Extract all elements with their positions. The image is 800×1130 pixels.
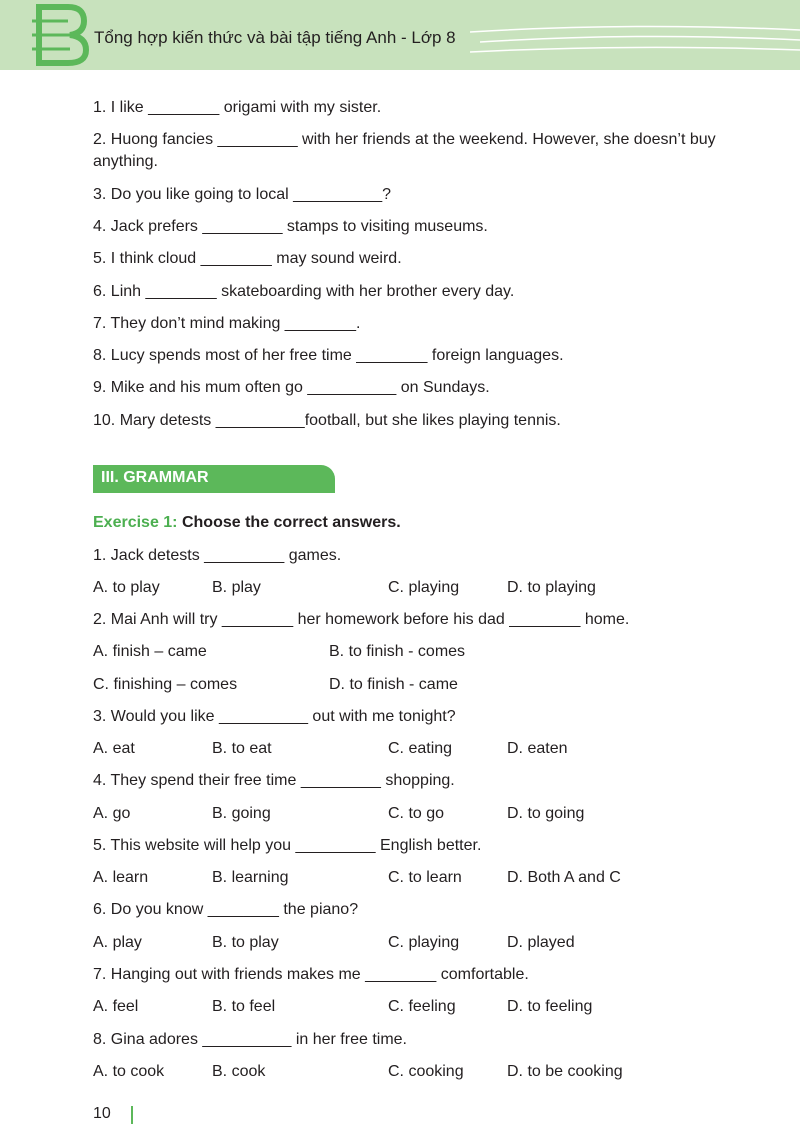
answer-option: A. to cook xyxy=(93,1063,165,1080)
answer-option: C. feeling xyxy=(388,998,456,1015)
vocab-item: 9. Mike and his mum often go __________ on Sundays. xyxy=(93,379,490,396)
answer-option: C. to go xyxy=(388,805,445,822)
exercise-label: Exercise 1: xyxy=(93,514,178,531)
vocab-item: 8. Lucy spends most of her free time ________ foreign languages. xyxy=(93,347,564,364)
section-heading xyxy=(93,465,335,493)
vocab-item: 7. They don’t mind making ________. xyxy=(93,315,361,332)
vocab-item: 1. I like ________ origami with my sister. xyxy=(93,99,382,116)
section-title: III. GRAMMAR xyxy=(101,469,209,486)
answer-option: C. finishing – comes xyxy=(93,676,238,693)
answer-option: B. cook xyxy=(212,1063,266,1080)
answer-option: B. to eat xyxy=(212,740,272,757)
answer-option: D. eaten xyxy=(507,740,568,757)
header-decoration-lines xyxy=(470,20,800,60)
vocab-item: 4. Jack prefers _________ stamps to visiting museums. xyxy=(93,218,488,235)
page-header xyxy=(0,0,800,70)
header-title: Tổng hợp kiến thức và bài tập tiếng Anh - Lớp 8 xyxy=(94,28,456,47)
answer-option: A. eat xyxy=(93,740,135,757)
question-text: 4. They spend their free time _________ shopping. xyxy=(93,772,455,789)
answer-option: A. to play xyxy=(93,579,160,596)
question-text: 3. Would you like __________ out with me tonight? xyxy=(93,708,456,725)
answer-option: A. feel xyxy=(93,998,139,1015)
answer-option: A. finish – came xyxy=(93,643,207,660)
answer-option: D. to going xyxy=(507,805,585,822)
answer-option: A. play xyxy=(93,934,142,951)
question-text: 7. Hanging out with friends makes me ________ comfortable. xyxy=(93,966,529,983)
vocab-item: 3. Do you like going to local __________? xyxy=(93,186,391,203)
answer-option: A. go xyxy=(93,805,131,822)
question-text: 1. Jack detests _________ games. xyxy=(93,547,342,564)
vocab-item: 5. I think cloud ________ may sound weird. xyxy=(93,250,402,267)
vocab-item: 6. Linh ________ skateboarding with her brother every day. xyxy=(93,283,515,300)
answer-option: C. cooking xyxy=(388,1063,464,1080)
answer-option: B. learning xyxy=(212,869,289,886)
question-text: 5. This website will help you _________ English better. xyxy=(93,837,482,854)
answer-option: B. to finish - comes xyxy=(329,643,466,660)
question-text: 8. Gina adores __________ in her free time. xyxy=(93,1031,407,1048)
answer-option: B. to play xyxy=(212,934,279,951)
vocab-item: 2. Huong fancies _________ with her friends at the weekend. However, she doesn’t buy anything. xyxy=(93,131,716,170)
answer-option: C. playing xyxy=(388,579,460,596)
answer-option: D. to finish - came xyxy=(329,676,458,693)
answer-option: B. to feel xyxy=(212,998,276,1015)
answer-option: C. playing xyxy=(388,934,460,951)
answer-option: C. eating xyxy=(388,740,453,757)
answer-option: A. learn xyxy=(93,869,149,886)
page-number: 10 xyxy=(93,1105,111,1122)
page-number-divider xyxy=(131,1106,133,1124)
answer-option: C. to learn xyxy=(388,869,462,886)
exercise-heading xyxy=(93,512,401,534)
exercise-instruction: Choose the correct answers. xyxy=(181,514,401,531)
book-b-logo-icon xyxy=(30,3,90,67)
vocab-item: 10. Mary detests __________football, but she likes playing tennis. xyxy=(93,412,561,429)
answer-option: B. going xyxy=(212,805,271,822)
answer-option: D. to playing xyxy=(507,579,596,596)
answer-option: D. to feeling xyxy=(507,998,593,1015)
answer-option: B. play xyxy=(212,579,261,596)
question-text: 6. Do you know ________ the piano? xyxy=(93,901,359,918)
answer-option: D. Both A and C xyxy=(507,869,621,886)
answer-option: D. played xyxy=(507,934,575,951)
answer-option: D. to be cooking xyxy=(507,1063,623,1080)
question-text: 2. Mai Anh will try ________ her homework before his dad ________ home. xyxy=(93,611,630,628)
